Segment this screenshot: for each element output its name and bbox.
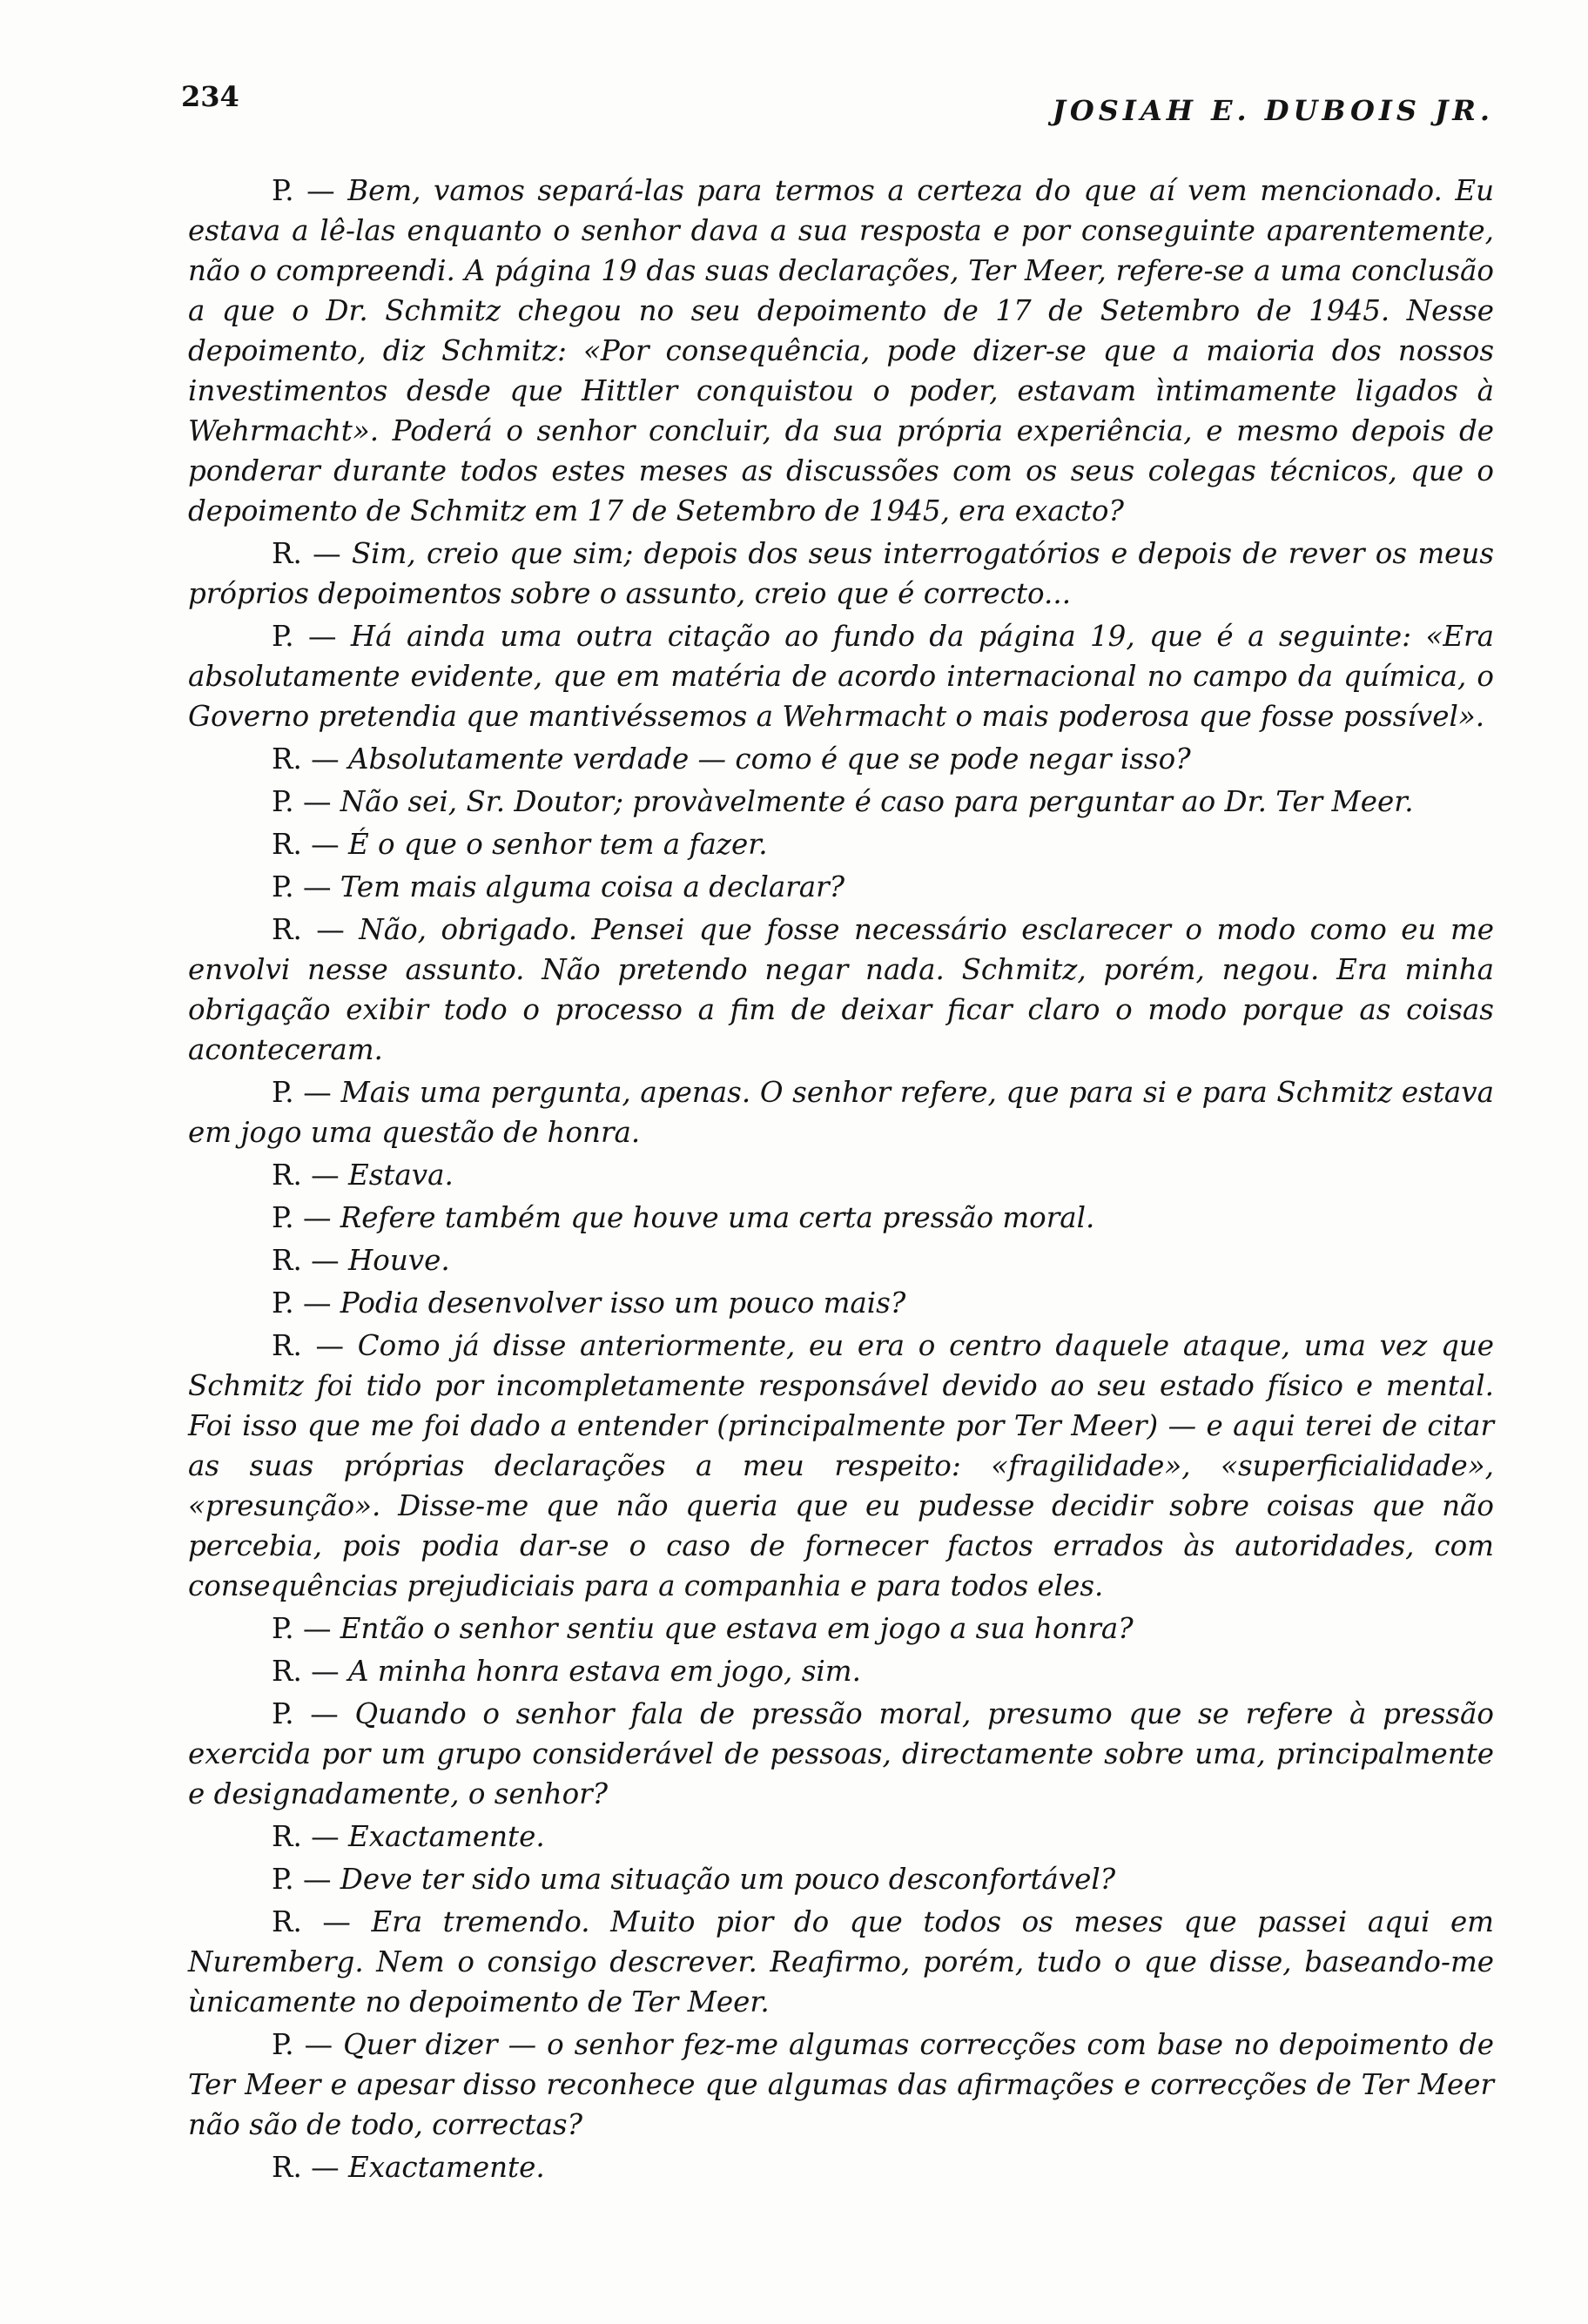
speaker-label: R. — <box>272 742 348 776</box>
paragraph-question <box>188 1609 1494 1649</box>
paragraph-answer <box>188 534 1494 614</box>
speaker-label: R. — <box>272 1159 348 1192</box>
speech-text: Houve. <box>347 1244 450 1277</box>
speaker-label: P. — <box>272 1201 340 1234</box>
paragraph-question <box>188 1072 1494 1152</box>
paragraph-answer <box>188 824 1494 864</box>
speaker-label: R. — <box>272 828 348 861</box>
speech-text: Não sei, Sr. Doutor; provàvelmente é caso para perguntar ao Dr. Ter Meer. <box>340 785 1414 818</box>
speech-text: Bem, vamos separá-las para termos a certeza do que aí vem mencionado. Eu estava a lê-las enquanto o senhor dava a sua resposta e por conseguinte aparentemente, não o compreendi. A página 19 das suas declarações, Ter Meer, refere-se a uma conclusão a que o Dr. Schmitz chegou no seu depoimento de 17 de Setembro de 1945. Nesse depoimento, diz Schmitz: «Por consequência, pode dizer-se que a maioria dos nossos investimentos desde que Hittler conquistou o poder, estavam ìntimamente ligados à Wehrmacht». Poderá o senhor concluir, da sua própria experiência, e mesmo depois de ponderar durante todos estes meses as discussões com os seus colegas técnicos, que o depoimento de Schmitz em 17 de Setembro de 1945, era exacto? <box>188 174 1494 527</box>
speech-text: Não, obrigado. Pensei que fosse necessário esclarecer o modo como eu me envolvi nesse assunto. Não pretendo negar nada. Schmitz, porém, negou. Era minha obrigação exibir todo o processo a fim de deixar ficar claro o modo porque as coisas aconteceram. <box>188 913 1494 1066</box>
paragraph-answer <box>188 1240 1494 1280</box>
speech-text: Podia desenvolver isso um pouco mais? <box>340 1286 906 1320</box>
speech-text: Refere também que houve uma certa pressão moral. <box>340 1201 1095 1234</box>
speech-text: Mais uma pergunta, apenas. O senhor refere, que para si e para Schmitz estava em jogo uma questão de honra. <box>188 1076 1495 1149</box>
paragraph-answer <box>188 1817 1494 1857</box>
speech-text: Quando o senhor fala de pressão moral, presumo que se refere à pressão exercida por um grupo considerável de pessoas, directamente sobre uma, principalmente e designadamente, o senhor? <box>188 1697 1494 1810</box>
page-number: 234 <box>181 80 239 113</box>
paragraph-answer <box>188 1155 1494 1195</box>
running-title: JOSIAH E. DUBOIS JR. <box>1052 94 1494 127</box>
paragraph-question <box>188 867 1494 907</box>
paragraph-question <box>188 616 1494 736</box>
paragraph-question <box>188 2025 1494 2145</box>
running-head <box>181 80 1494 132</box>
speech-text: Absolutamente verdade — como é que se pode negar isso? <box>347 742 1191 776</box>
speaker-label: R. — <box>272 1655 348 1688</box>
speaker-label: P. — <box>272 1612 340 1645</box>
paragraph-question <box>188 1283 1494 1323</box>
speaker-label: R. — <box>272 913 360 946</box>
speaker-label: P. — <box>272 2028 344 2061</box>
speaker-label: R. — <box>272 1329 358 1362</box>
paragraph-answer <box>188 1651 1494 1691</box>
speaker-label: R. — <box>272 1905 372 1938</box>
paragraph-question <box>188 1859 1494 1899</box>
paragraph-answer <box>188 1326 1494 1606</box>
speech-text: Deve ter sido uma situação um pouco desconfortável? <box>340 1863 1116 1896</box>
speaker-label: R. — <box>272 1820 348 1853</box>
speaker-label: P. — <box>272 620 351 653</box>
speech-text: Exactamente. <box>347 2151 545 2184</box>
speech-text: Sim, creio que sim; depois dos seus interrogatórios e depois de rever os meus próprios depoimentos sobre o assunto, creio que é correcto... <box>188 537 1494 610</box>
speaker-label: P. — <box>272 785 340 818</box>
speaker-label: P. — <box>272 1863 340 1896</box>
speech-text: Tem mais alguma coisa a declarar? <box>340 870 845 903</box>
speaker-label: P. — <box>272 870 340 903</box>
paragraph-answer <box>188 2147 1494 2187</box>
speech-text: Há ainda uma outra citação ao fundo da página 19, que é a seguinte: «Era absolutamente evidente, que em matéria de acordo internacional no campo da química, o Governo pretendia que mantivéssemos a Wehrmacht o mais poderosa que fosse possível». <box>188 620 1494 733</box>
speaker-label: P. — <box>272 1286 340 1320</box>
speaker-label: P. — <box>272 1697 355 1730</box>
speaker-label: P. — <box>272 1076 341 1109</box>
paragraph-answer <box>188 910 1494 1070</box>
body-text <box>188 171 1494 2190</box>
speech-text: Como já disse anteriormente, eu era o centro daquele ataque, uma vez que Schmitz foi tido por incompletamente responsável devido ao seu estado físico e mental. Foi isso que me foi dado a entender (principalmente por Ter Meer) — e aqui terei de citar as suas próprias declarações a meu respeito: «fragilidade», «superficialidade», «presunção». Disse-me que não queria que eu pudesse decidir sobre coisas que não percebia, pois podia dar-se o caso de fornecer factos errados às autoridades, com consequências prejudiciais para a companhia e para todos eles. <box>188 1329 1494 1602</box>
speech-text: A minha honra estava em jogo, sim. <box>347 1655 861 1688</box>
speech-text: Exactamente. <box>347 1820 545 1853</box>
paragraph-question <box>188 171 1494 531</box>
paragraph-question <box>188 1694 1494 1814</box>
speaker-label: R. — <box>272 1244 348 1277</box>
speech-text: Era tremendo. Muito pior do que todos os meses que passei aqui em Nuremberg. Nem o consigo descrever. Reafirmo, porém, tudo o que disse, baseando-me ùnicamente no depoimento de Ter Meer. <box>188 1905 1494 2018</box>
speech-text: É o que o senhor tem a fazer. <box>347 828 768 861</box>
speech-text: Estava. <box>347 1159 454 1192</box>
speech-text: Então o senhor sentiu que estava em jogo a sua honra? <box>340 1612 1134 1645</box>
speaker-label: R. — <box>272 2151 348 2184</box>
paragraph-answer <box>188 739 1494 779</box>
paragraph-question <box>188 782 1494 822</box>
speaker-label: P. — <box>272 174 348 207</box>
speech-text: Quer dizer — o senhor fez-me algumas correcções com base no depoimento de Ter Meer e apesar disso reconhece que algumas das afirmações e correcções de Ter Meer não são de todo, correctas? <box>188 2028 1494 2141</box>
paragraph-answer <box>188 1902 1494 2022</box>
speaker-label: R. — <box>272 537 352 570</box>
paragraph-question <box>188 1198 1494 1238</box>
